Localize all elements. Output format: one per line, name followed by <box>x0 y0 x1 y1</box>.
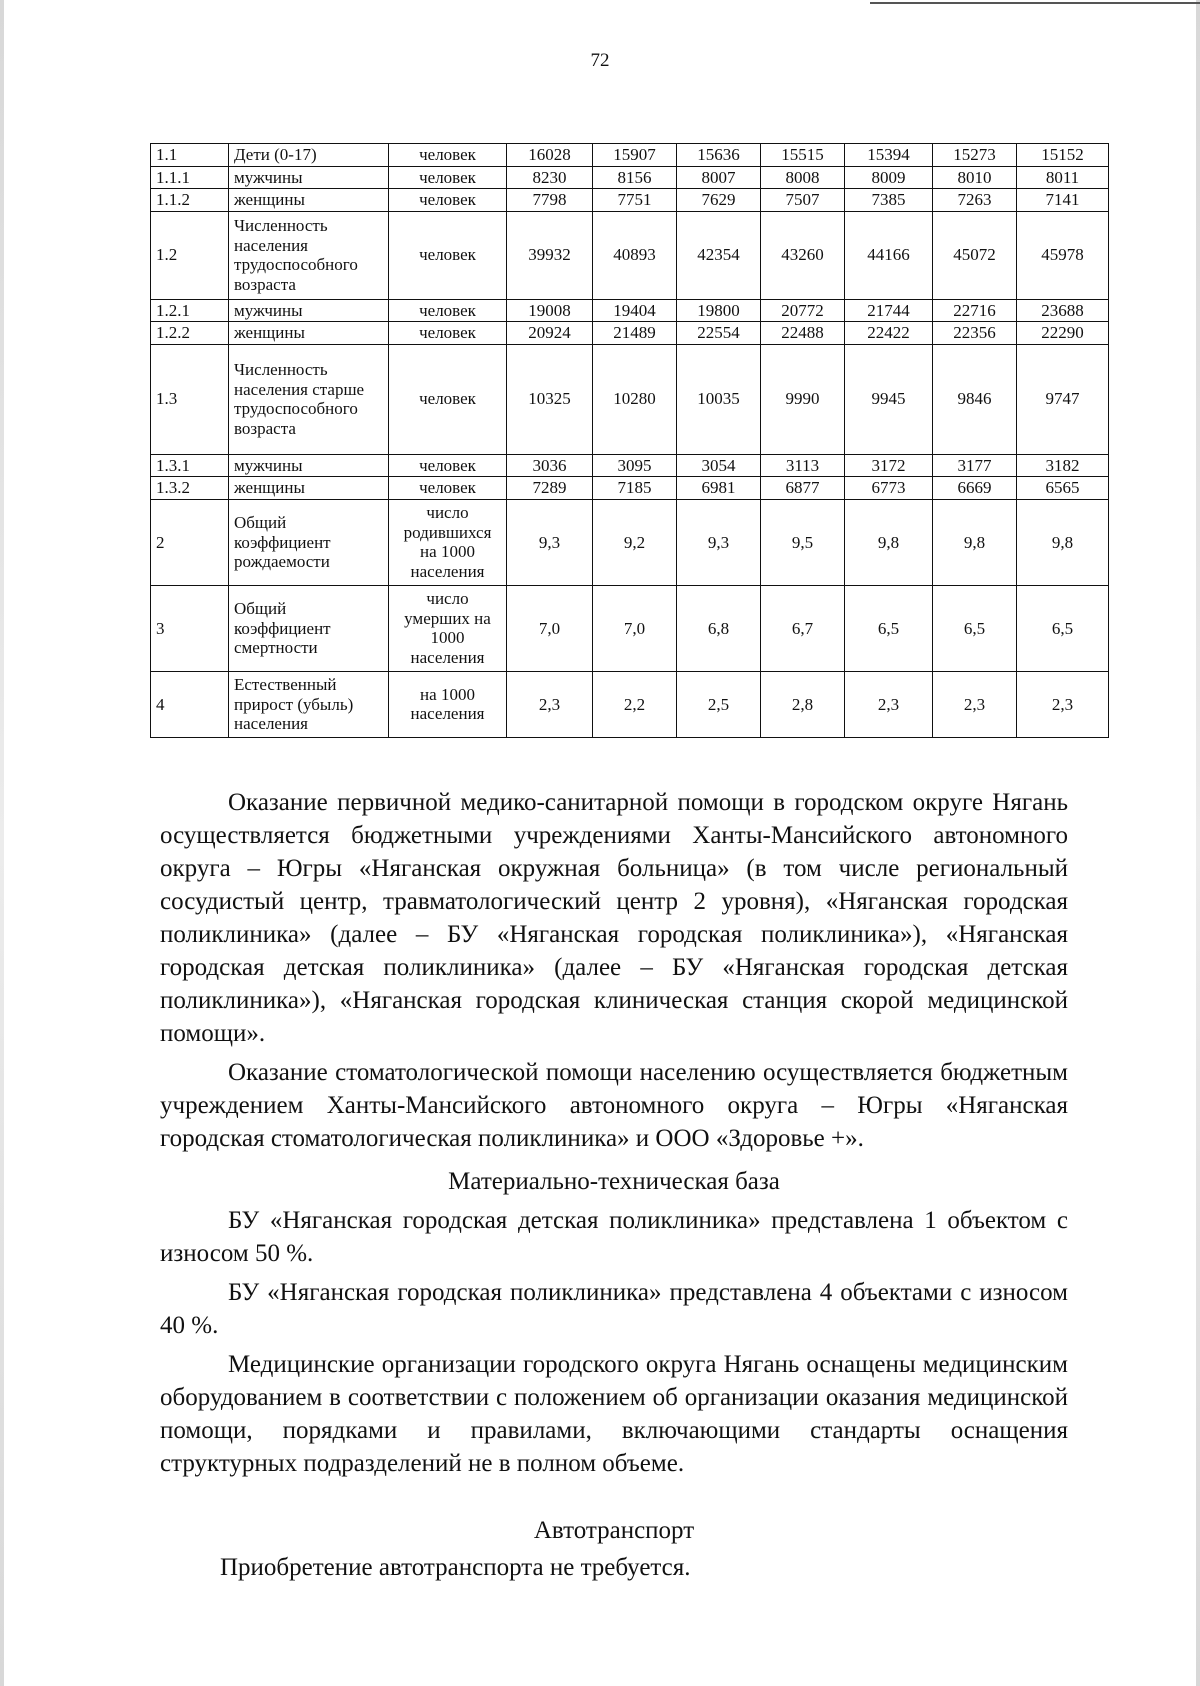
row-value: 7289 <box>507 477 593 500</box>
row-value: 2,8 <box>761 671 845 737</box>
row-unit: человек <box>389 454 507 477</box>
table-body <box>151 144 1109 738</box>
row-code: 4 <box>151 671 229 737</box>
row-unit: число умерших на 1000 населения <box>389 585 507 671</box>
page-number: 72 <box>590 50 610 71</box>
row-indicator: Естественный прирост (убыль) населения <box>229 671 389 737</box>
row-value: 7263 <box>933 189 1017 212</box>
row-value: 7141 <box>1017 189 1109 212</box>
row-value: 22488 <box>761 322 845 345</box>
row-value: 3054 <box>677 454 761 477</box>
row-value: 15515 <box>761 144 845 167</box>
row-value: 6,5 <box>1017 585 1109 671</box>
row-value: 9990 <box>761 344 845 454</box>
paragraph-equipment: Медицинские организации городского округа Нягань оснащены медицинским оборудованием в соответствии с положением об организации оказания медицинской помощи, порядками и правилами, включающими стандарты оснащения структурных подразделений не в полном объеме. <box>160 1351 1068 1477</box>
scan-top-line <box>870 2 1200 4</box>
row-code: 1.2 <box>151 211 229 299</box>
row-code: 1.2.2 <box>151 322 229 345</box>
row-indicator: мужчины <box>229 454 389 477</box>
row-value: 2,3 <box>845 671 933 737</box>
row-indicator: Численность населения трудоспособного возраста <box>229 211 389 299</box>
heading-material-base: Материально-техническая база <box>448 1168 780 1195</box>
row-value: 7,0 <box>593 585 677 671</box>
row-code: 3 <box>151 585 229 671</box>
row-value: 3182 <box>1017 454 1109 477</box>
row-value: 7629 <box>677 189 761 212</box>
row-code: 1.3.1 <box>151 454 229 477</box>
row-value: 7507 <box>761 189 845 212</box>
row-unit: человек <box>389 211 507 299</box>
row-value: 9,8 <box>1017 499 1109 585</box>
scan-edge-left <box>0 0 4 1686</box>
paragraph-children-clinic: БУ «Няганская городская детская поликлиника» представлена 1 объектом с износом 50 %. <box>160 1207 1068 1267</box>
row-value: 16028 <box>507 144 593 167</box>
table-row <box>151 671 1109 737</box>
row-indicator: Численность населения старше трудоспособного возраста <box>229 344 389 454</box>
table-row <box>151 477 1109 500</box>
table-row <box>151 166 1109 189</box>
row-value: 9846 <box>933 344 1017 454</box>
row-unit: человек <box>389 166 507 189</box>
table-row <box>151 144 1109 167</box>
table-row <box>151 344 1109 454</box>
row-value: 22716 <box>933 299 1017 322</box>
row-indicator: женщины <box>229 477 389 500</box>
row-value: 9,3 <box>507 499 593 585</box>
table-row <box>151 322 1109 345</box>
body-text <box>160 786 1068 1590</box>
row-value: 8010 <box>933 166 1017 189</box>
row-value: 2,3 <box>507 671 593 737</box>
row-value: 10280 <box>593 344 677 454</box>
row-value: 2,5 <box>677 671 761 737</box>
row-value: 9945 <box>845 344 933 454</box>
row-indicator: мужчины <box>229 299 389 322</box>
row-value: 10325 <box>507 344 593 454</box>
row-value: 6,5 <box>845 585 933 671</box>
row-value: 7385 <box>845 189 933 212</box>
row-indicator: Дети (0-17) <box>229 144 389 167</box>
row-value: 7,0 <box>507 585 593 671</box>
row-indicator: женщины <box>229 189 389 212</box>
row-value: 43260 <box>761 211 845 299</box>
row-value: 9,3 <box>677 499 761 585</box>
row-value: 7185 <box>593 477 677 500</box>
row-unit: человек <box>389 299 507 322</box>
row-unit: человек <box>389 322 507 345</box>
row-value: 3095 <box>593 454 677 477</box>
row-unit: человек <box>389 344 507 454</box>
row-value: 15152 <box>1017 144 1109 167</box>
row-code: 1.1.2 <box>151 189 229 212</box>
heading-transport: Автотранспорт <box>533 1517 695 1544</box>
row-value: 6,8 <box>677 585 761 671</box>
row-value: 45978 <box>1017 211 1109 299</box>
row-value: 8230 <box>507 166 593 189</box>
row-value: 10035 <box>677 344 761 454</box>
row-indicator: Общий коэффициент смертности <box>229 585 389 671</box>
row-value: 39932 <box>507 211 593 299</box>
row-value: 45072 <box>933 211 1017 299</box>
row-code: 1.1 <box>151 144 229 167</box>
row-value: 6773 <box>845 477 933 500</box>
row-value: 19800 <box>677 299 761 322</box>
row-value: 6565 <box>1017 477 1109 500</box>
row-value: 2,3 <box>933 671 1017 737</box>
row-value: 8008 <box>761 166 845 189</box>
row-value: 3113 <box>761 454 845 477</box>
row-value: 20772 <box>761 299 845 322</box>
row-value: 6877 <box>761 477 845 500</box>
row-value: 3036 <box>507 454 593 477</box>
row-value: 9,8 <box>845 499 933 585</box>
row-value: 9747 <box>1017 344 1109 454</box>
row-value: 22422 <box>845 322 933 345</box>
row-indicator: мужчины <box>229 166 389 189</box>
paragraph-city-clinic: БУ «Няганская городская поликлиника» представлена 4 объектами с износом 40 %. <box>160 1279 1068 1339</box>
row-value: 8156 <box>593 166 677 189</box>
row-value: 6,7 <box>761 585 845 671</box>
paragraph-dental-care: Оказание стоматологической помощи населению осуществляется бюджетным учреждением Ханты-Мансийского автономного округа – Югры «Няганская городская стоматологическая поликлиника» и ООО «Здоровье +». <box>160 1059 1068 1152</box>
row-value: 6,5 <box>933 585 1017 671</box>
row-value: 44166 <box>845 211 933 299</box>
row-code: 1.3.2 <box>151 477 229 500</box>
row-value: 9,8 <box>933 499 1017 585</box>
row-value: 7798 <box>507 189 593 212</box>
scan-edge-right <box>1196 0 1200 1686</box>
table-row <box>151 299 1109 322</box>
row-value: 8011 <box>1017 166 1109 189</box>
row-value: 9,2 <box>593 499 677 585</box>
row-value: 40893 <box>593 211 677 299</box>
table-row <box>151 211 1109 299</box>
row-unit: на 1000 населения <box>389 671 507 737</box>
row-value: 7751 <box>593 189 677 212</box>
row-value: 2,2 <box>593 671 677 737</box>
row-value: 8009 <box>845 166 933 189</box>
row-unit: человек <box>389 189 507 212</box>
row-value: 20924 <box>507 322 593 345</box>
row-unit: число родившихся на 1000 населения <box>389 499 507 585</box>
row-value: 8007 <box>677 166 761 189</box>
row-value: 2,3 <box>1017 671 1109 737</box>
row-unit: человек <box>389 477 507 500</box>
row-value: 22356 <box>933 322 1017 345</box>
row-value: 19404 <box>593 299 677 322</box>
row-code: 1.3 <box>151 344 229 454</box>
row-value: 19008 <box>507 299 593 322</box>
row-indicator: Общий коэффициент рождаемости <box>229 499 389 585</box>
table-row <box>151 585 1109 671</box>
row-value: 15394 <box>845 144 933 167</box>
paragraph-transport: Приобретение автотранспорта не требуется. <box>220 1554 691 1581</box>
table-row <box>151 189 1109 212</box>
row-value: 15907 <box>593 144 677 167</box>
row-code: 1.2.1 <box>151 299 229 322</box>
row-indicator: женщины <box>229 322 389 345</box>
row-code: 2 <box>151 499 229 585</box>
row-value: 15636 <box>677 144 761 167</box>
row-value: 3172 <box>845 454 933 477</box>
table-row <box>151 454 1109 477</box>
row-value: 21489 <box>593 322 677 345</box>
row-value: 23688 <box>1017 299 1109 322</box>
row-value: 6981 <box>677 477 761 500</box>
row-value: 42354 <box>677 211 761 299</box>
row-value: 15273 <box>933 144 1017 167</box>
table-row <box>151 499 1109 585</box>
row-value: 22290 <box>1017 322 1109 345</box>
row-value: 9,5 <box>761 499 845 585</box>
row-value: 6669 <box>933 477 1017 500</box>
row-unit: человек <box>389 144 507 167</box>
row-value: 22554 <box>677 322 761 345</box>
row-code: 1.1.1 <box>151 166 229 189</box>
row-value: 21744 <box>845 299 933 322</box>
paragraph-primary-care: Оказание первичной медико-санитарной помощи в городском округе Нягань осуществляется бюджетными учреждениями Ханты-Мансийского автономного округа – Югры «Няганская окружная больница» (в том числе региональный сосудистый центр, травматологический центр 2 уровня), «Няганская городская поликлиника» (далее – БУ «Няганская городская поликлиника»), «Няганская городская детская поликлиника» (далее – БУ «Няганская городская детская поликлиника»), «Няганская городская клиническая станция скорой медицинской помощи». <box>160 789 1068 1047</box>
demographics-table <box>150 143 1109 738</box>
row-value: 3177 <box>933 454 1017 477</box>
